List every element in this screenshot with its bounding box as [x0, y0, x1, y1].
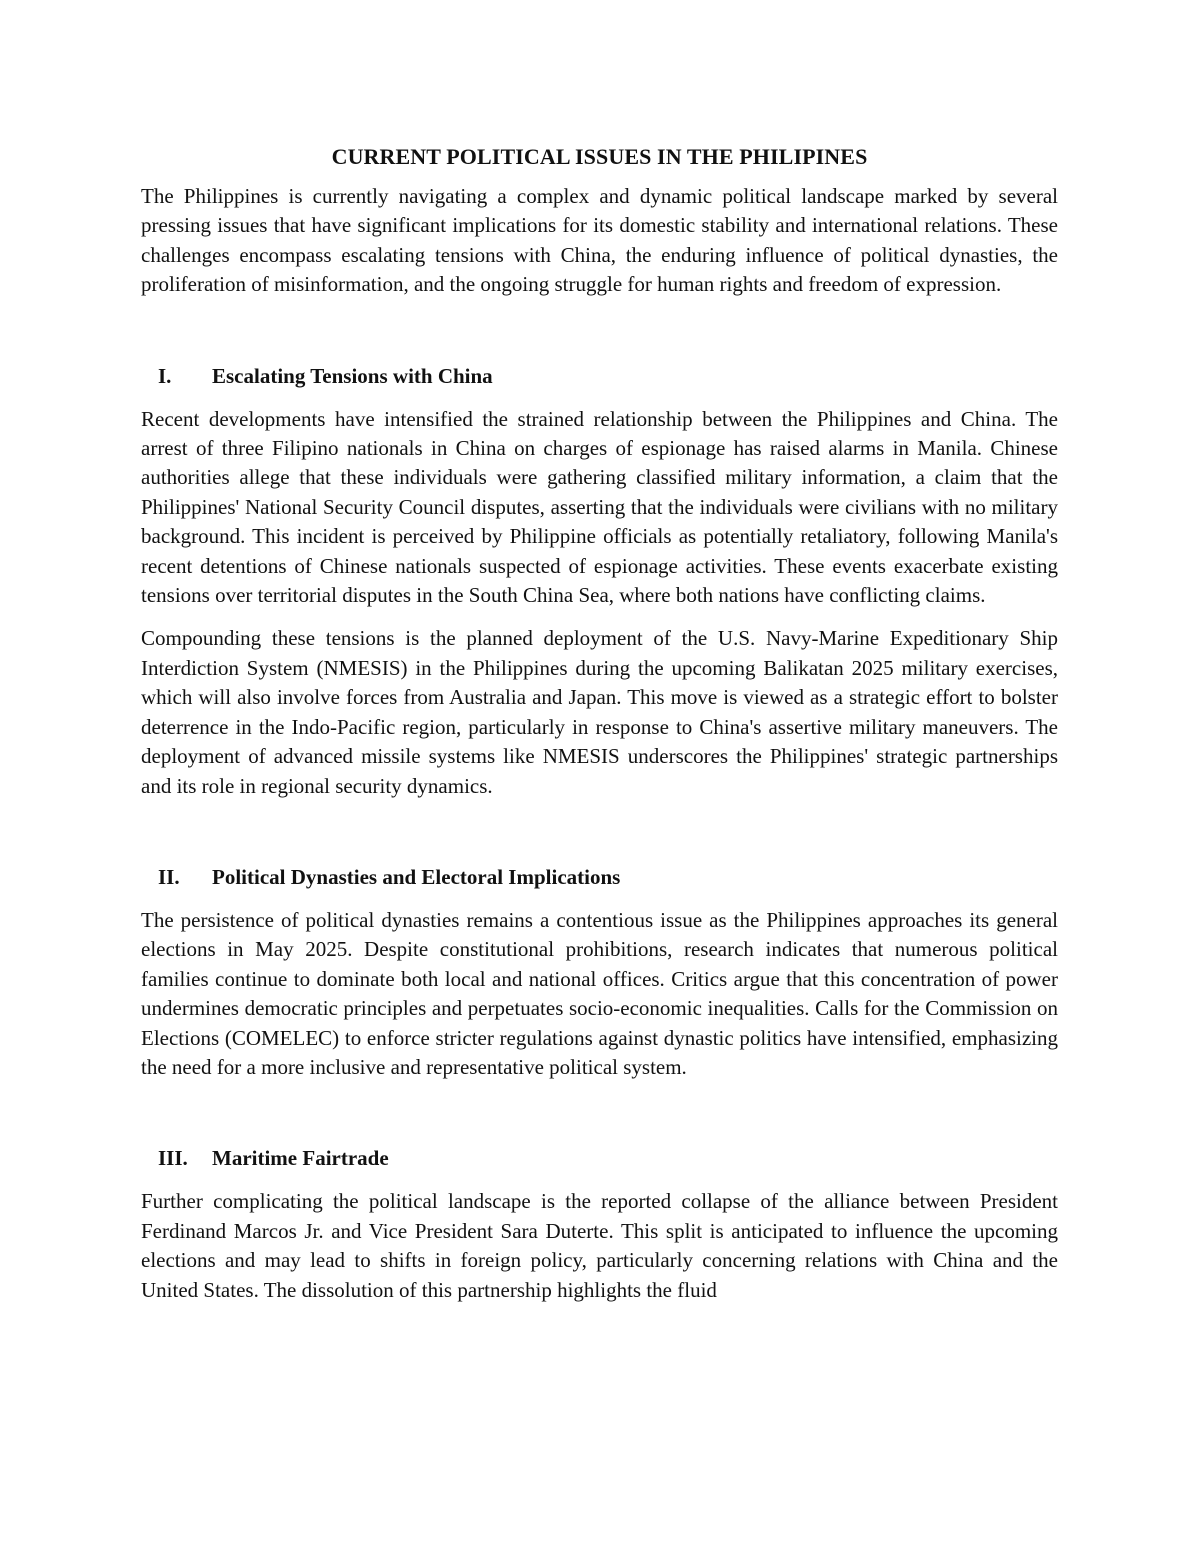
- section-paragraph: Compounding these tensions is the planned deployment of the U.S. Navy-Marine Expeditionary Ship Interdiction System (NMESIS) in the Philippines during the upcoming Balikatan 2025 military exercises, which will also involve forces from Australia and Japan. This move is viewed as a strategic effort to bolster deterrence in the Indo-Pacific region, particularly in response to China's assertive military maneuvers. The deployment of advanced missile systems like NMESIS underscores the Philippines' strategic partnerships and its role in regional security dynamics.: [141, 626, 1058, 798]
- section-2: [141, 863, 1058, 1082]
- section-title: Political Dynasties and Electoral Implications: [212, 864, 621, 889]
- section-paragraph: Recent developments have intensified the strained relationship between the Philippines and China. The arrest of three Filipino nationals in China on charges of espionage has raised alarms in Manila. Chinese authorities allege that these individuals were gathering classified military information, a claim that the Philippines' National Security Council disputes, asserting that the individuals were civilians with no military background. This incident is perceived by Philippine officials as potentially retaliatory, following Manila's recent detentions of Chinese nationals suspected of espionage activities. These events exacerbate existing tensions over territorial disputes in the South China Sea, where both nations have conflicting claims.: [141, 406, 1058, 608]
- section-paragraph: Further complicating the political landscape is the reported collapse of the alliance between President Ferdinand Marcos Jr. and Vice President Sara Duterte. This split is anticipated to influence the upcoming elections and may lead to shifts in foreign policy, particularly concerning relations with China and the United States. The dissolution of this partnership highlights the fluid: [141, 1189, 1058, 1302]
- intro-paragraph: The Philippines is currently navigating a complex and dynamic political landscape marked by several pressing issues that have significant implications for its domestic stability and international relations. These challenges encompass escalating tensions with China, the enduring influence of political dynasties, the proliferation of misinformation, and the ongoing struggle for human rights and freedom of expression.: [141, 184, 1058, 297]
- document-title: CURRENT POLITICAL ISSUES IN THE PHILIPINES: [331, 144, 868, 169]
- section-1: [141, 362, 1058, 801]
- section-number: II.: [158, 864, 180, 889]
- section-number: III.: [158, 1146, 188, 1171]
- section-heading: [141, 1144, 1058, 1173]
- document-page: [141, 142, 1058, 1305]
- section-number: I.: [158, 363, 172, 388]
- section-paragraph: The persistence of political dynasties remains a contentious issue as the Philippines approaches its general elections in May 2025. Despite constitutional prohibitions, research indicates that numerous political families continue to dominate both local and national offices. Critics argue that this concentration of power undermines democratic principles and perpetuates socio-economic inequalities. Calls for the Commission on Elections (COMELEC) to enforce stricter regulations against dynastic politics have intensified, emphasizing the need for a more inclusive and representative political system.: [141, 907, 1058, 1079]
- section-title: Escalating Tensions with China: [212, 363, 493, 388]
- section-3: [141, 1144, 1058, 1305]
- section-title: Maritime Fairtrade: [212, 1146, 389, 1171]
- section-heading: [141, 362, 1058, 391]
- section-heading: [141, 863, 1058, 892]
